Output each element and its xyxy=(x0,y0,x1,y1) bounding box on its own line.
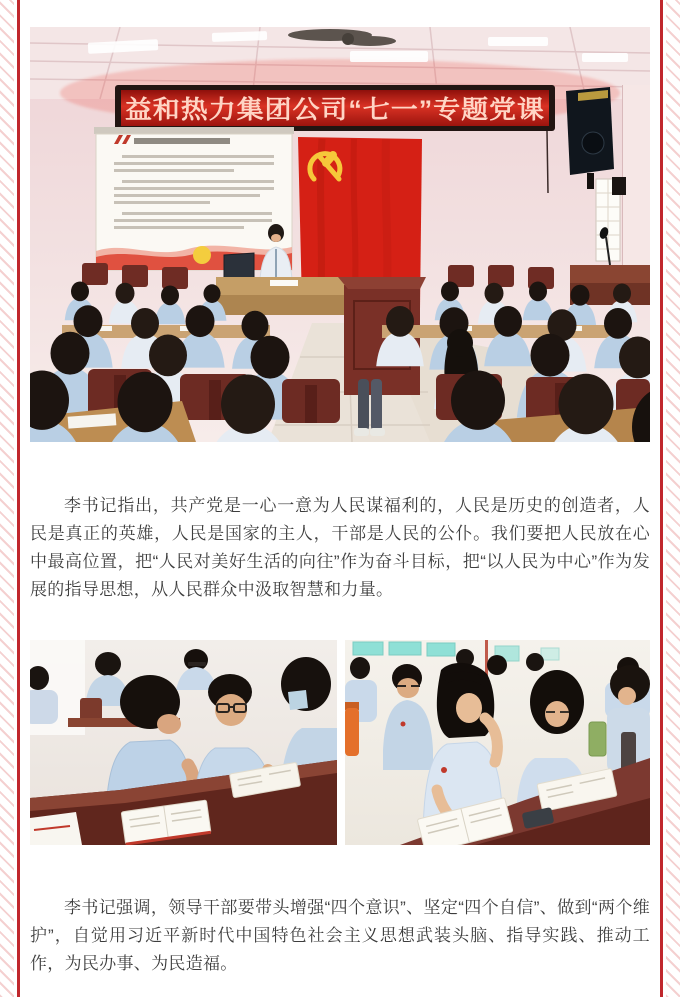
meeting-room-photo xyxy=(30,27,650,442)
writing-closeup-scene xyxy=(30,640,337,845)
green-cup xyxy=(589,722,606,756)
right-red-line xyxy=(660,0,663,997)
meeting-room-scene xyxy=(30,27,650,442)
left-red-line xyxy=(17,0,20,997)
cable xyxy=(547,131,548,193)
led-banner xyxy=(115,85,555,131)
banner-text: 益和热力集团公司“七一”专题党课 xyxy=(125,96,517,124)
paragraph-1: 李书记指出，共产党是一心一意为人民谋福利的，人民是历史的创造者，人民是真正的英雄，人民是国家的主人，干部是人民的公仆。我们要把人民放在心中最高位置，把“人民对美好生活的向往”作为奋斗目标，把“以人民为中心”作为发展的指导思想，从人民群众中汲取智慧和力量。 xyxy=(30,496,650,599)
attendees-writing-closeup-photo xyxy=(30,640,337,845)
photo-row xyxy=(30,640,650,845)
party-badge-icon xyxy=(401,722,406,727)
article-content xyxy=(30,0,650,978)
party-badge-icon xyxy=(441,767,447,773)
left-stripe-border xyxy=(0,0,14,997)
right-stripe-border xyxy=(666,0,680,997)
attendees-writing-row-photo xyxy=(345,640,650,845)
projector-screen xyxy=(94,127,294,270)
orange-bottle xyxy=(345,702,359,756)
slide-emblem-icon xyxy=(193,246,211,264)
face-mask-icon xyxy=(288,690,308,710)
writing-row-scene xyxy=(345,640,650,845)
paragraph-2: 李书记强调，领导干部要带头增强“四个意识”、坚定“四个自信”、做到“两个维护”，自觉用习近平新时代中国特色社会主义思想武装头脑、指导实践、推动工作，为民办事、为民造福。 xyxy=(30,898,650,973)
